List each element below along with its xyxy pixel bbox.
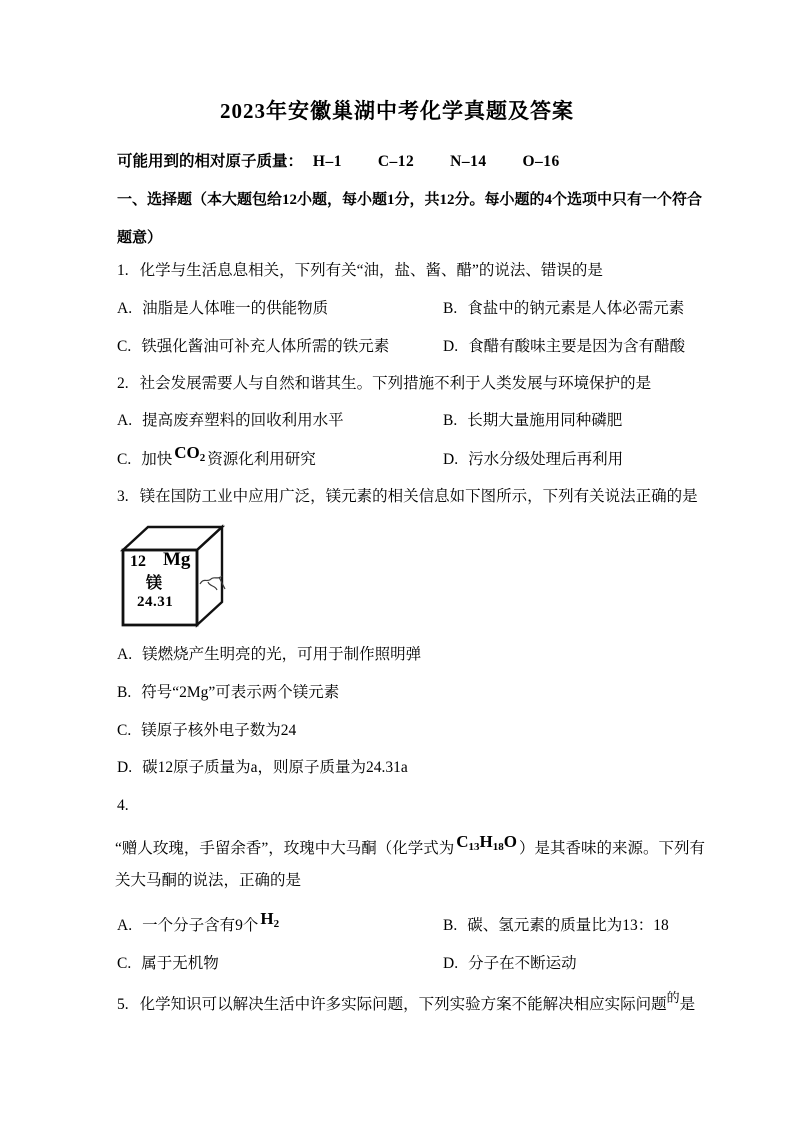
q5-superscript-char: 的 [666, 990, 680, 1005]
q1-option-c [117, 336, 389, 358]
q1-option-d-label: D. [443, 338, 459, 355]
q3-option-b-label: B. [117, 684, 132, 701]
q1-option-b-label: B. [443, 300, 458, 317]
q1-text: 化学与生活息息相关，下列有关“油，盐、酱、醋”的说法、错误的是 [139, 262, 603, 279]
cube-right-face [197, 527, 222, 625]
question-3 [117, 486, 698, 508]
q3-option-d-text: 碳12原子质量为a，则原子质量为24.31a [142, 759, 408, 776]
q3-option-b-text: 符号“2Mg”可表示两个镁元素 [141, 684, 340, 701]
q4-option-b-text: 碳、氢元素的质量比为13：18 [467, 917, 669, 934]
q1-option-a [117, 298, 328, 320]
q3-option-b [117, 682, 339, 704]
q1-option-b [443, 298, 684, 320]
q4-option-d-label: D. [443, 955, 459, 972]
q2-option-b-label: B. [443, 412, 458, 429]
mass-h: H–1 [312, 153, 342, 170]
mass-n: N–14 [450, 153, 487, 170]
q2-option-b [443, 410, 622, 432]
h2-formula-main: H [260, 909, 274, 928]
q3-option-c-text: 镁原子核外电子数为24 [141, 722, 297, 739]
q1-option-b-text: 食盐中的钠元素是人体必需元素 [467, 300, 685, 317]
q3-option-a-text: 镁燃烧产生明亮的光，可用于制作照明弹 [142, 646, 422, 663]
q1-option-d [443, 336, 685, 358]
q1-options-row-2 [117, 336, 717, 358]
q4-line1-pre: “赠人玫瑰，手留余香”，玫瑰中大马酮（化学式为 [115, 840, 455, 857]
q1-number: 1. [117, 262, 129, 279]
element-chinese-name: 镁 [146, 575, 163, 592]
question-1 [117, 260, 603, 282]
section-heading-line1: 一、选择题（本大题包给12小题，每小题1分，共12分。每小题的4个选项中只有一个符合 [117, 192, 703, 208]
q4-line1-post: ）是其香味的来源。下列有 [519, 840, 706, 857]
cube-top-face [123, 527, 222, 550]
exam-title: 2023年安徽巢湖中考化学真题及答案 [220, 99, 574, 123]
q4-option-b [443, 915, 669, 937]
q5-text-pre: 化学知识可以解决生活中许多实际问题，下列实验方案不能解决相应实际问题 [139, 996, 667, 1013]
formula-h: H [479, 832, 493, 851]
element-atomic-mass: 24.31 [137, 594, 174, 610]
q3-number: 3. [117, 488, 129, 505]
q2-number: 2. [117, 375, 129, 392]
q4-options-row-2 [117, 953, 717, 975]
q4-number-line [117, 795, 129, 817]
q3-option-a-label: A. [117, 646, 133, 663]
q3-option-c-label: C. [117, 722, 132, 739]
atomic-mass-label: 可能用到的相对原子质量： [117, 153, 304, 170]
q4-options-row-1 [117, 909, 717, 937]
q3-text: 镁在国防工业中应用广泛，镁元素的相关信息如下图所示，下列有关说法正确的是 [139, 488, 698, 505]
question-2 [117, 373, 651, 395]
co2-formula-main: CO [174, 443, 200, 462]
q3-option-a [117, 644, 421, 666]
mg-element-cube-figure [116, 522, 248, 632]
q2-option-d [443, 449, 623, 471]
element-symbol: Mg [163, 549, 191, 570]
q4-option-c-label: C. [117, 955, 132, 972]
formula-h-subscript: 18 [492, 841, 504, 853]
q4-text-line2: 关大马酮的说法，正确的是 [115, 872, 302, 889]
q2-option-a [117, 410, 344, 432]
q2-options-row-2 [117, 443, 717, 471]
h2-formula-subscript: 2 [273, 918, 280, 930]
q4-option-d [443, 953, 577, 975]
q2-option-c-label: C. [117, 451, 132, 468]
c13h18o-formula [456, 833, 517, 853]
element-atomic-number: 12 [130, 553, 146, 570]
mass-o: O–16 [522, 153, 560, 170]
q4-option-c-text: 属于无机物 [141, 955, 219, 972]
mass-c: C–12 [377, 153, 415, 170]
q2-option-a-label: A. [117, 412, 133, 429]
q4-option-a [117, 909, 281, 937]
q1-option-d-text: 食醋有酸味主要是因为含有醋酸 [468, 338, 686, 355]
q2-options-row-1 [117, 410, 717, 432]
q4-number: 4. [117, 797, 129, 814]
section-heading-line2: 题意） [117, 230, 163, 246]
q1-option-c-label: C. [117, 338, 132, 355]
q5-number: 5. [117, 996, 129, 1013]
q2-option-b-text: 长期大量施用同种磷肥 [467, 412, 623, 429]
q4-option-a-pre: 一个分子含有9个 [142, 917, 259, 934]
formula-c: C [456, 832, 469, 851]
q4-option-d-text: 分子在不断运动 [468, 955, 577, 972]
formula-c-subscript: 13 [468, 841, 480, 853]
q2-option-a-text: 提高废弃塑料的回收利用水平 [142, 412, 344, 429]
q4-option-c [117, 953, 219, 975]
q4-option-a-label: A. [117, 917, 133, 934]
q2-option-c [117, 443, 316, 471]
q2-option-c-post: 资源化利用研究 [207, 451, 316, 468]
q2-option-c-pre: 加快 [141, 451, 173, 468]
cube-drawing [116, 522, 248, 632]
q5-text-post: 是 [679, 996, 696, 1013]
co2-formula-subscript: 2 [199, 452, 206, 464]
q2-option-d-text: 污水分级处理后再利用 [468, 451, 624, 468]
h2-formula [260, 910, 279, 930]
question-5 [117, 990, 696, 1016]
q4-text-line1 [115, 832, 706, 860]
q4-option-b-label: B. [443, 917, 458, 934]
q1-option-a-label: A. [117, 300, 133, 317]
q1-option-a-text: 油脂是人体唯一的供能物质 [142, 300, 329, 317]
formula-o: O [503, 832, 518, 851]
co2-formula [174, 444, 205, 464]
q1-options-row-1 [117, 298, 717, 320]
q2-option-d-label: D. [443, 451, 459, 468]
q3-option-d [117, 757, 408, 779]
atomic-mass-note [117, 151, 592, 173]
q2-text: 社会发展需要人与自然和谐其生。下列措施不利于人类发展与环境保护的是 [139, 375, 652, 392]
q3-option-c [117, 720, 296, 742]
q1-option-c-text: 铁强化酱油可补充人体所需的铁元素 [141, 338, 390, 355]
q3-option-d-label: D. [117, 759, 133, 776]
